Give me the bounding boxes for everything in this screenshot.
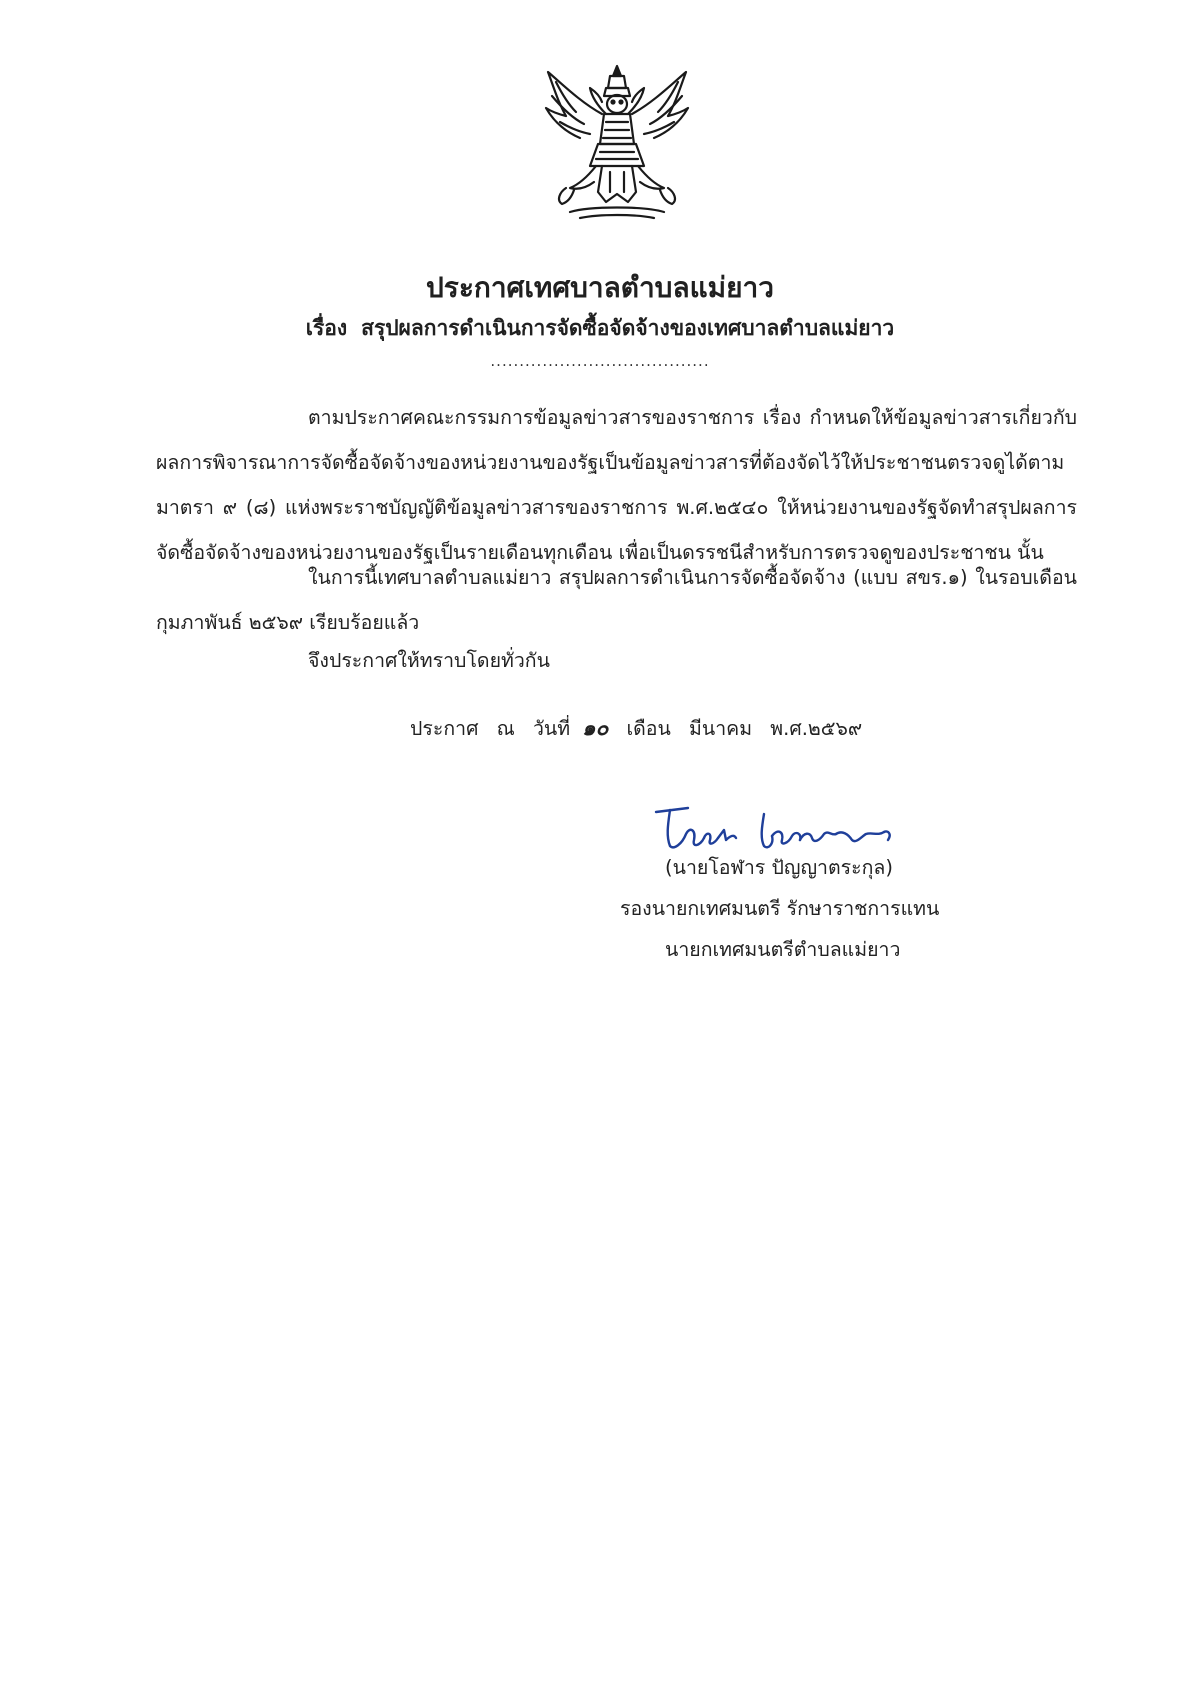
- handwritten-signature: [652, 800, 912, 860]
- body-paragraph-1: ตามประกาศคณะกรรมการข้อมูลข่าวสารของราชการ เรื่อง กำหนดให้ข้อมูลข่าวสารเกี่ยวกับผลการพิจารณาการจัดซื้อจัดจ้างของหน่วยงานของรัฐเป็นข้อมูลข่าวสารที่ต้องจัดไว้ให้ประชาชนตรวจดูได้ตามมาตรา ๙ (๘) แห่งพระราชบัญญัติข้อมูลข่าวสารของราชการ พ.ศ.๒๕๔๐ ให้หน่วยงานของรัฐจัดทำสรุปผลการจัดซื้อจัดจ้างของหน่วยงานของรัฐเป็นรายเดือนทุกเดือน เพื่อเป็นดรรชนีสำหรับการตรวจดูของประชาชน นั้น: [156, 406, 1077, 564]
- signatory-name: (นายโอฬาร ปัญญาตระกุล): [665, 856, 893, 879]
- signatory-office: นายกเทศมนตรีตำบลแม่ยาว: [665, 938, 901, 961]
- garuda-emblem: [540, 62, 695, 222]
- date-year: พ.ศ.๒๕๖๙: [770, 717, 863, 740]
- dotted-separator: ......................................: [490, 352, 710, 370]
- subject-text: สรุปผลการดำเนินการจัดซื้อจัดจ้างของเทศบาลตำบลแม่ยาว: [361, 316, 895, 340]
- subject-label: เรื่อง: [305, 316, 348, 340]
- date-month-label: เดือน: [626, 717, 671, 740]
- closing-statement: จึงประกาศให้ทราบโดยทั่วกัน: [308, 649, 550, 672]
- date-at: ณ: [496, 717, 515, 740]
- body-paragraph-2: ในการนี้เทศบาลตำบลแม่ยาว สรุปผลการดำเนินการจัดซื้อจัดจ้าง (แบบ สขร.๑) ในรอบเดือนกุมภาพันธ์ ๒๕๖๙ เรียบร้อยแล้ว: [156, 566, 1077, 634]
- signatory-position: รองนายกเทศมนตรี รักษาราชการแทน: [620, 897, 940, 920]
- date-day: ๑๐: [582, 716, 609, 740]
- date-month: มีนาคม: [689, 717, 753, 740]
- announcement-title: ประกาศเทศบาลตำบลแม่ยาว: [426, 271, 774, 304]
- date-day-label: วันที่: [532, 717, 571, 740]
- subject-line: [0, 312, 1200, 345]
- date-line: [410, 712, 874, 745]
- date-prefix: ประกาศ: [410, 717, 479, 740]
